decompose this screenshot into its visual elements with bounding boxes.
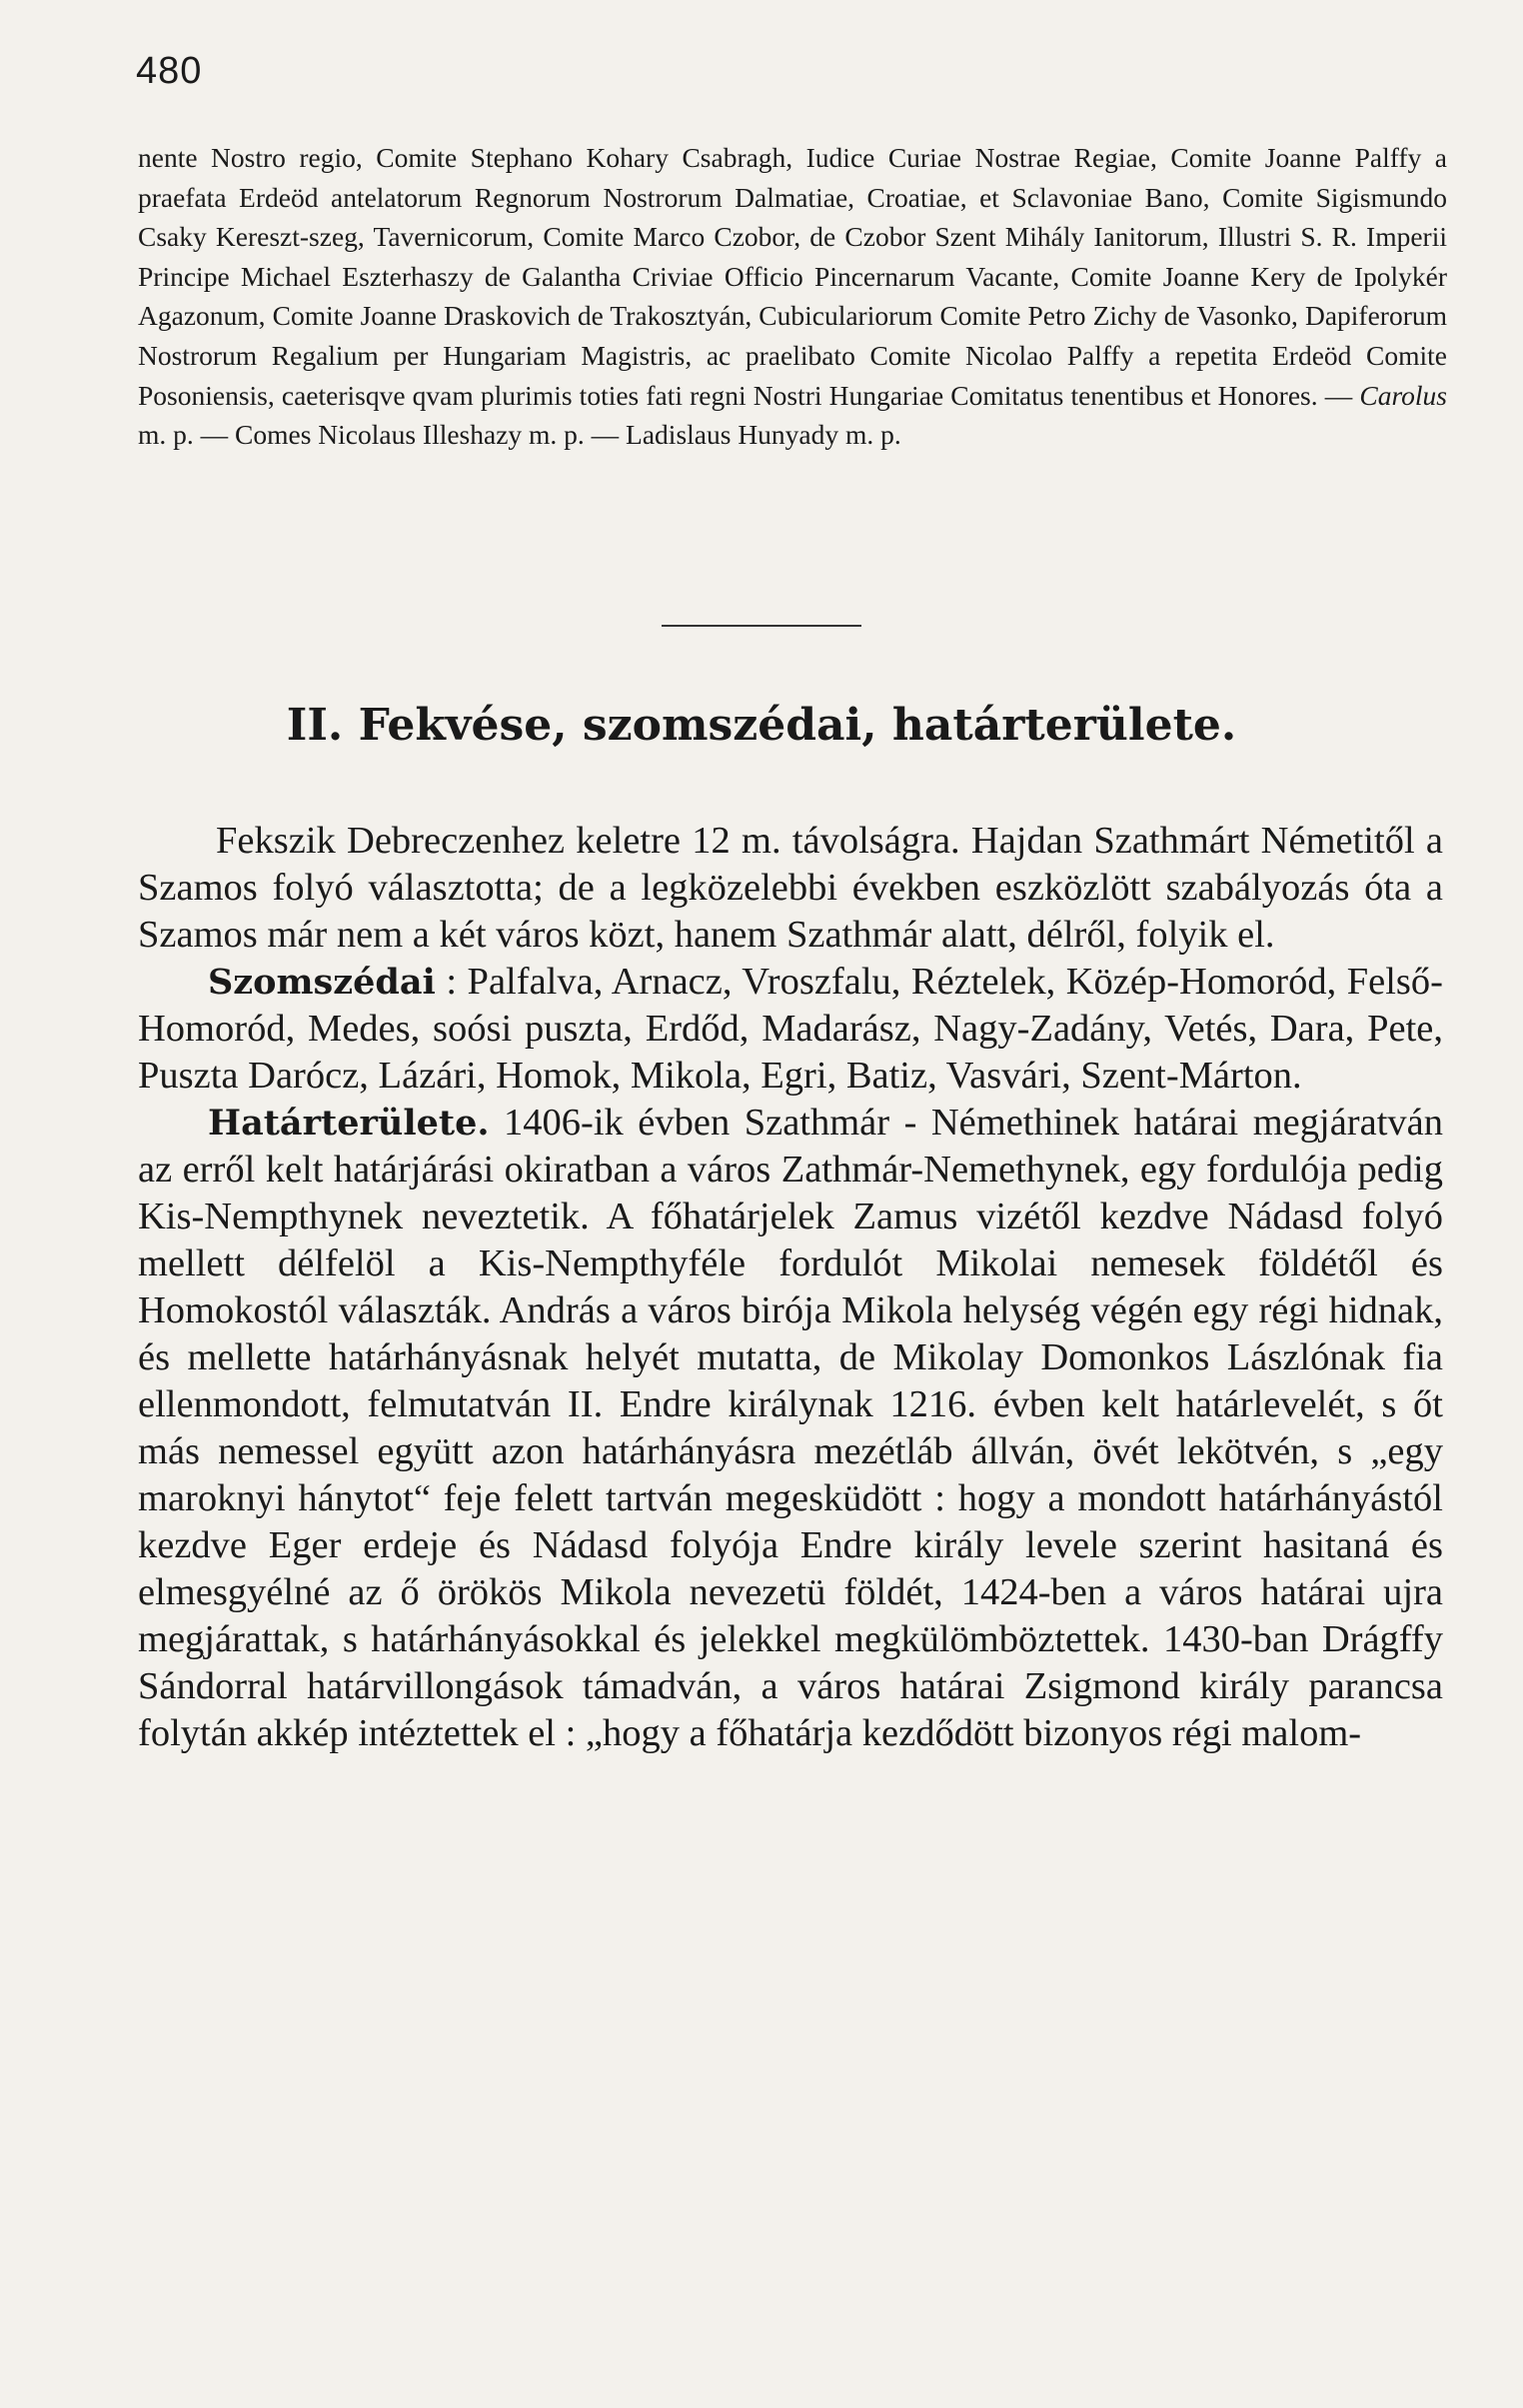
latin-text-main: nente Nostro regio, Comite Stephano Kohary Csabragh, Iudice Curiae Nostrae Regiae, Comite Joanne Palffy a praefata Erdeöd antelatorum Regnorum Nostrorum Dalmatiae, Croatiae, et Sclavoniae Bano, Comite Sigismundo Csaky Kereszt-szeg, Tavernicorum, Comite Marco Czobor, de Czobor Szent Mihály Ianitorum, Illustri S. R. Imperii Principe Michael Eszterhaszy de Galantha Criviae Officio Pincernarum Vacante, Comite Joanne Kery de Ipolykér Agazonum, Comite Joanne Draskovich de Trakosztyán, Cubiculariorum Comite Petro Zichy de Vasonko, Dapiferorum Nostrorum Regalium per Hungariam Magistris, ac praelibato Comite Nicolao Palffy a repetita Erdeöd Comite Posoniensis, caeterisqve qvam plurimis toties fati regni Nostri Hungariae Comitatus tenentibus et Honores. —	[138, 142, 1447, 411]
paragraph-boundary	[138, 1100, 1443, 1757]
signature-italic: Carolus	[1359, 379, 1447, 411]
neighbours-term: Szomszédai	[208, 962, 436, 1003]
page-number: 480	[136, 50, 203, 92]
latin-text-end: m. p. — Comes Nicolaus Illeshazy m. p. — Ladislaus Hunyady m. p.	[138, 419, 901, 451]
body-text	[138, 818, 1443, 1757]
section-heading: II. Fekvése, szomszédai, határterülete.	[286, 700, 1237, 751]
separator-rule	[662, 625, 861, 627]
neighbours-text: : Palfalva, Arnacz, Vroszfalu, Réztelek, Közép-Homoród, Felső-Homoród, Medes, soósi puszta, Erdőd, Madarász, Nagy-Zadány, Vetés, Dara, Pete, Puszta Darócz, Lázári, Homok, Mikola, Egri, Batiz, Vasvári, Szent-Márton.	[138, 961, 1443, 1097]
paragraph-neighbours	[138, 959, 1443, 1100]
boundary-text: 1406-ik évben Szathmár - Némethinek határai megjáratván az erről kelt határjárási okiratban a város Zathmár-Nemethynek, egy fordulója pedig Kis-Nempthynek neveztetik. A főhatárjelek Zamus vizétől kezdve Nádasd folyó mellett délfelöl a Kis-Nempthyféle fordulót Mikolai nemesek földétől és Homokostól választák. András a város birója Mikola helység végén egy régi hidnak, és mellette határhányásnak helyét mutatta, de Mikolay Domonkos Lászlónak fia ellenmondott, felmutatván II. Endre királynak 1216. évben kelt határlevelét, s őt más nemessel együtt azon határhányásra mezétláb állván, övét lekötvén, s „egy maroknyi hánytot“ feje felett tartván megesküdött : hogy a mondott határhányástól kezdve Eger erdeje és Nádasd folyója Endre király levele szerint hasitaná és elmesgyélné az ő örökös Mikola nevezetü földét, 1424-ben a város határai ujra megjárattak, s határhányásokkal és jelekkel megkülömböztettek. 1430-ban Drágffy Sándorral határvillongások támadván, a város határai Zsigmond király parancsa folytán akkép intéztettek el : „hogy a főhatárja kezdődött bizonyos régi malom-	[138, 1102, 1443, 1754]
latin-paragraph	[138, 138, 1447, 455]
boundary-term: Határterülete.	[208, 1103, 490, 1144]
paragraph-location: Fekszik Debreczenhez keletre 12 m. távolságra. Hajdan Szathmárt Németitől a Szamos folyó választotta; de a legközelebbi években eszközlött szabályozás óta a Szamos már nem a két város közt, hanem Szathmár alatt, délről, folyik el.	[138, 820, 1443, 956]
